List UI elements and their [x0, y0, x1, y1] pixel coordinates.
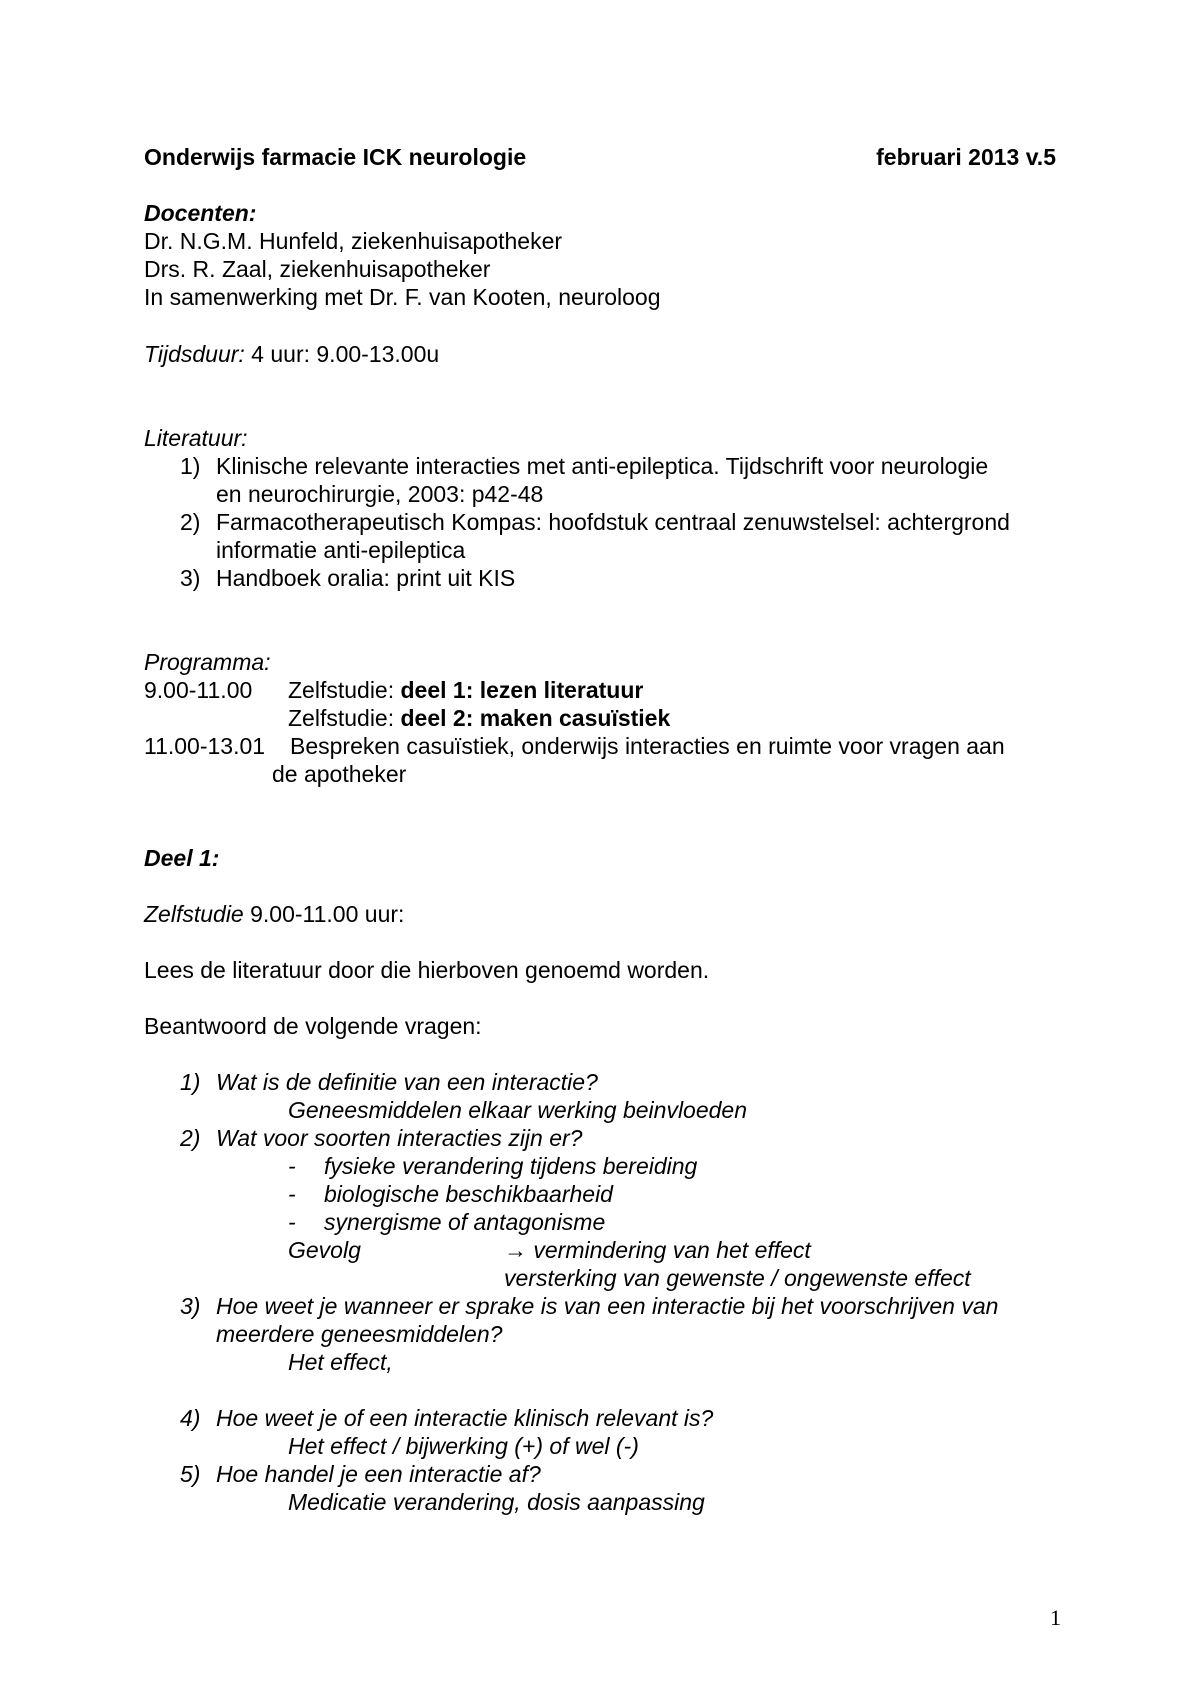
programma-heading: Programma:	[144, 649, 271, 675]
docenten-heading: Docenten:	[144, 200, 257, 226]
programma-activity	[288, 676, 643, 704]
programma-prefix: Zelfstudie:	[288, 677, 401, 703]
question-text: Hoe weet je wanneer er sprake is van een interactie bij het voorschrijven van	[216, 1293, 999, 1319]
bullet-dash: -	[288, 1153, 296, 1179]
programma-activity: Bespreken casuïstiek, onderwijs interacties en ruimte voor vragen aan	[290, 733, 1005, 759]
question-number: 3)	[180, 1293, 201, 1319]
bullet-dash: -	[288, 1209, 296, 1235]
question-text: Hoe handel je een interactie af?	[216, 1461, 541, 1487]
arrow-right-icon: →	[504, 1237, 527, 1263]
zelfstudie-label: Zelfstudie	[144, 901, 244, 927]
question-text-cont: meerdere geneesmiddelen?	[216, 1321, 503, 1347]
question-text: Wat voor soorten interacties zijn er?	[216, 1125, 583, 1151]
literatuur-item: Farmacotherapeutisch Kompas: hoofdstuk centraal zenuwstelsel: achtergrond	[216, 509, 1010, 535]
instruction: Lees de literatuur door die hierboven genoemd worden.	[144, 957, 710, 983]
bullet-item: synergisme of antagonisme	[324, 1209, 606, 1235]
literatuur-number: 2)	[180, 509, 201, 535]
programma-time: 9.00-11.00	[144, 677, 253, 703]
gevolg-text: vermindering van het effect	[533, 1237, 811, 1263]
docent-line: In samenwerking met Dr. F. van Kooten, neuroloog	[144, 284, 661, 310]
question-text: Hoe weet je of een interactie klinisch relevant is?	[216, 1405, 714, 1431]
gevolg-line	[504, 1236, 811, 1264]
docent-line: Dr. N.G.M. Hunfeld, ziekenhuisapotheker	[144, 228, 563, 254]
literatuur-number: 1)	[180, 453, 201, 479]
tijdsduur-label: Tijdsduur:	[144, 341, 245, 367]
gevolg-line: versterking van gewenste / ongewenste effect	[504, 1265, 971, 1291]
deel1-heading: Deel 1:	[144, 845, 220, 871]
answer-text: Medicatie verandering, dosis aanpassing	[288, 1489, 705, 1515]
question-number: 1)	[180, 1069, 201, 1095]
bullet-item: biologische beschikbaarheid	[324, 1181, 613, 1207]
question-number: 5)	[180, 1461, 201, 1487]
programma-activity-bold: deel 1: lezen literatuur	[400, 677, 644, 703]
document-title: Onderwijs farmacie ICK neurologie	[144, 144, 527, 170]
programma-prefix: Zelfstudie:	[288, 705, 401, 731]
questions-intro: Beantwoord de volgende vragen:	[144, 1013, 482, 1039]
bullet-item: fysieke verandering tijdens bereiding	[324, 1153, 698, 1179]
literatuur-item: Handboek oralia: print uit KIS	[216, 565, 516, 591]
programma-activity	[288, 704, 670, 732]
answer-text: Het effect,	[288, 1349, 393, 1375]
literatuur-heading: Literatuur:	[144, 425, 248, 451]
programma-time: 11.00-13.01	[144, 733, 266, 759]
page-number: 1	[1050, 1605, 1061, 1630]
question-number: 4)	[180, 1405, 201, 1431]
bullet-dash: -	[288, 1181, 296, 1207]
zelfstudie-time: 9.00-11.00 uur:	[243, 901, 405, 927]
literatuur-item: informatie anti-epileptica	[216, 537, 466, 563]
answer-text: Geneesmiddelen elkaar werking beinvloeden	[288, 1097, 748, 1123]
question-text: Wat is de definitie van een interactie?	[216, 1069, 598, 1095]
answer-text: Het effect / bijwerking (+) of wel (-)	[288, 1433, 639, 1459]
tijdsduur	[144, 340, 439, 368]
literatuur-item: en neurochirurgie, 2003: p42-48	[216, 481, 544, 507]
document-version: februari 2013 v.5	[876, 144, 1056, 170]
literatuur-number: 3)	[180, 565, 201, 591]
tijdsduur-value: 4 uur: 9.00-13.00u	[244, 341, 440, 367]
question-number: 2)	[180, 1125, 201, 1151]
docent-line: Drs. R. Zaal, ziekenhuisapotheker	[144, 256, 491, 282]
literatuur-item: Klinische relevante interacties met anti-epileptica. Tijdschrift voor neurologie	[216, 453, 989, 479]
programma-activity-cont: de apotheker	[272, 761, 407, 787]
programma-activity-bold: deel 2: maken casuïstiek	[400, 705, 671, 731]
zelfstudie-line	[144, 900, 404, 928]
gevolg-label: Gevolg	[288, 1237, 361, 1263]
